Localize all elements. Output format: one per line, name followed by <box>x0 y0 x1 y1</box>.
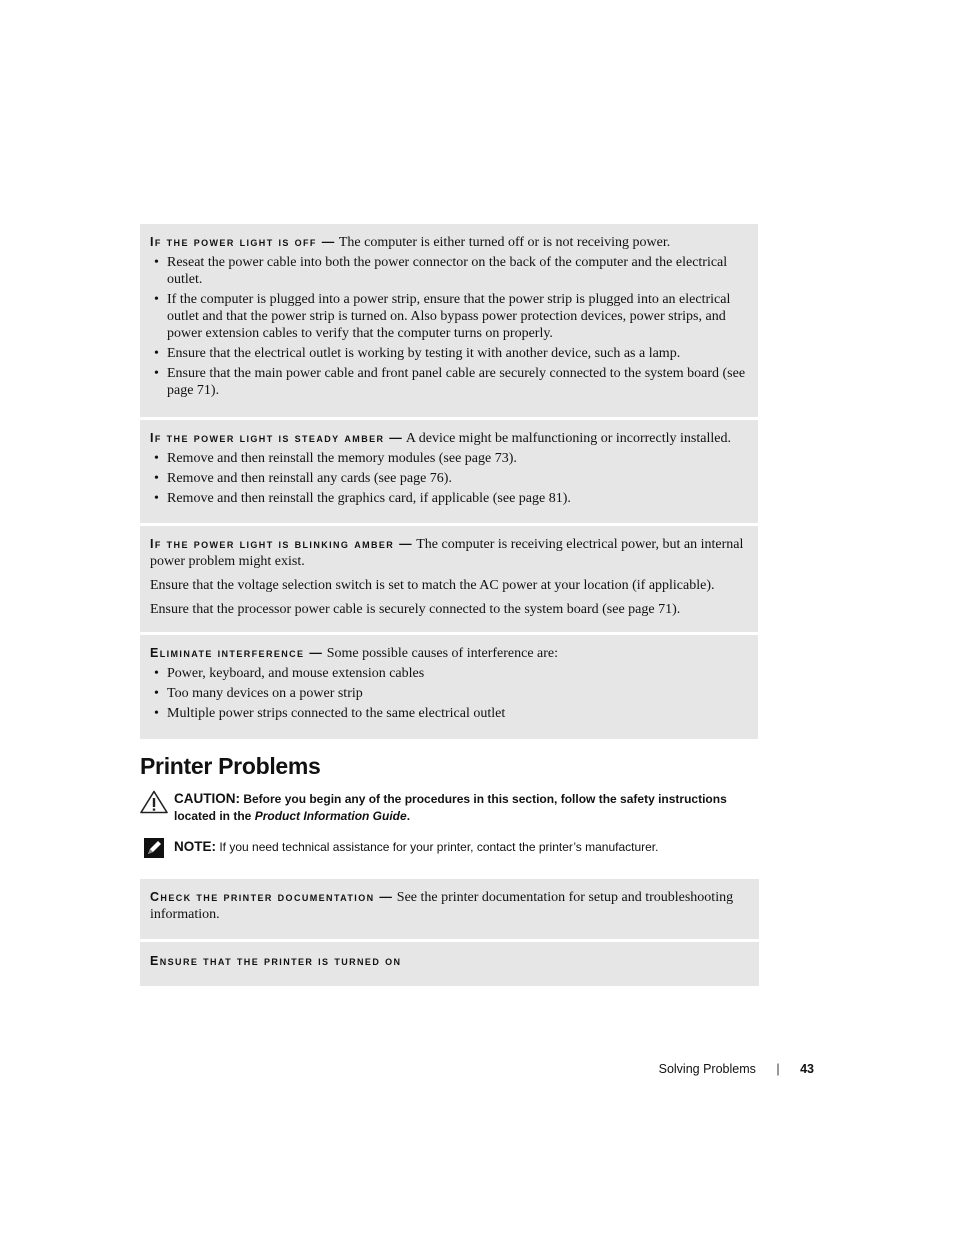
caution-text-end: . <box>406 809 411 823</box>
box-heading: If the power light is blinking amber — <box>150 537 413 551</box>
troubleshoot-box-printer-docs <box>140 879 759 939</box>
section-title: Printer Problems <box>140 753 321 779</box>
page-footer <box>659 1062 814 1076</box>
bullet-list <box>150 254 748 399</box>
box-heading: Eliminate interference — <box>150 646 324 660</box>
caution-triangle-icon <box>140 790 168 819</box>
caution-text: Before you begin any of the procedures in this section, follow the safety instructions located in the <box>174 792 727 823</box>
list-item: • Power, keyboard, and mouse extension cables <box>150 665 748 682</box>
troubleshoot-box-steady-amber <box>140 420 758 523</box>
box-intro: Some possible causes of interference are: <box>326 646 559 661</box>
box-intro: A device might be malfunctioning or incorrectly installed. <box>405 431 731 446</box>
caution-label: CAUTION: <box>174 791 240 806</box>
troubleshoot-box-power-off <box>140 224 758 417</box>
list-item: • Remove and then reinstall any cards (see page 76). <box>150 470 748 487</box>
box-intro: The computer is either turned off or is not receiving power. <box>338 235 671 250</box>
list-item: • Multiple power strips connected to the same electrical outlet <box>150 705 748 722</box>
box-paragraph: Ensure that the voltage selection switch is set to match the AC power at your location (if applicable). <box>150 578 715 593</box>
box-heading: Check the printer documentation — <box>150 890 394 904</box>
bullet-list <box>150 450 748 507</box>
footer-section-name: Solving Problems <box>658 1062 756 1076</box>
guide-title: Product Information Guide <box>254 809 407 823</box>
troubleshoot-box-printer-on <box>140 942 759 986</box>
list-item: • Too many devices on a power strip <box>150 685 748 702</box>
list-item: • Remove and then reinstall the memory modules (see page 73). <box>150 450 748 467</box>
note-text: If you need technical assistance for your printer, contact the printer’s manufacturer. <box>219 840 659 854</box>
list-item: • Ensure that the main power cable and front panel cable are securely connected to the system board (see page 71). <box>150 365 748 399</box>
box-paragraph: Ensure that the processor power cable is securely connected to the system board (see page 71). <box>150 602 681 617</box>
troubleshoot-box-blinking-amber <box>140 526 758 632</box>
footer-separator: | <box>776 1062 780 1076</box>
note-label: NOTE: <box>174 839 216 854</box>
box-intro: The computer is receiving electrical power, but an internal power problem might exist. <box>150 537 744 569</box>
box-heading: If the power light is steady amber — <box>150 431 404 445</box>
note-pencil-icon <box>144 838 164 863</box>
box-heading: Ensure that the printer is turned on <box>150 954 402 968</box>
bullet-list <box>150 665 748 722</box>
troubleshoot-box-interference <box>140 635 758 739</box>
list-item: • Remove and then reinstall the graphics card, if applicable (see page 81). <box>150 490 748 507</box>
list-item: • Reseat the power cable into both the power connector on the back of the computer and the electrical outlet. <box>150 254 748 288</box>
list-item: • Ensure that the electrical outlet is working by testing it with another device, such as a lamp. <box>150 345 748 362</box>
note-notice <box>140 838 760 856</box>
box-intro: See the printer documentation for setup and troubleshooting information. <box>150 890 734 922</box>
list-item: • If the computer is plugged into a power strip, ensure that the power strip is plugged into an electrical outlet and that the power strip is turned on. Also bypass power protection devices, power strips, and power extension cables to verify that the computer turns on properly. <box>150 291 748 342</box>
box-heading: If the power light is off — <box>150 235 336 249</box>
page-number: 43 <box>800 1062 814 1076</box>
caution-notice <box>140 790 760 825</box>
